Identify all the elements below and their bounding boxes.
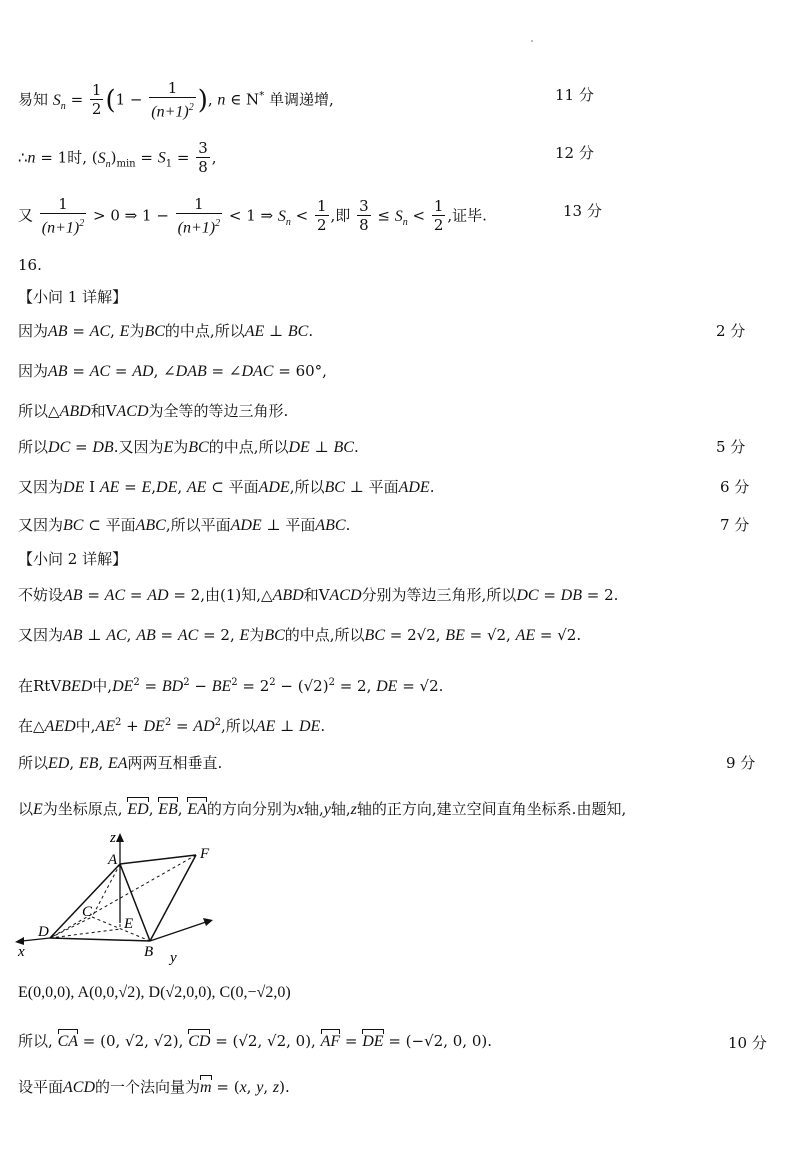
step-13: 所以, CA = (0, √2, √2), CD = (√2, √2, 0), AF = DE = (−√2, 0, 0). bbox=[18, 1030, 492, 1053]
score-9: 9 分 bbox=[726, 754, 756, 772]
label-D: D bbox=[38, 924, 49, 940]
scan-dot bbox=[531, 40, 533, 42]
score-10: 10 分 bbox=[728, 1034, 767, 1052]
step-4: 所以DC = DB.又因为E为BC的中点,所以DE ⊥ BC. bbox=[18, 438, 359, 456]
label-E: E bbox=[124, 916, 134, 932]
step-2: 因为AB = AC = AD, ∠DAB = ∠DAC = 60°, bbox=[18, 362, 327, 380]
step-11: 所以ED, EB, EA两两互相垂直. bbox=[18, 754, 223, 772]
y-arrow bbox=[203, 918, 213, 926]
label-y: y bbox=[170, 950, 177, 966]
score-5: 5 分 bbox=[716, 438, 746, 456]
section-heading-1: 【小问 1 详解】 bbox=[18, 288, 128, 306]
edge-AF bbox=[120, 855, 196, 864]
step-7: 不妨设AB = AC = AD = 2,由(1)知,△ABD和VACD分别为等边三角形,所以DC = DB = 2. bbox=[18, 586, 619, 604]
step-14: 设平面ACD的一个法向量为m = (x, y, z). bbox=[18, 1076, 290, 1099]
step-8: 又因为AB ⊥ AC, AB = AC = 2, E为BC的中点,所以BC = 2√2, BE = √2, AE = √2. bbox=[18, 626, 582, 644]
line-sn-bound: 又 $\frac{1}{(n+1)^2}$ > 0 ⇒ 1 − $\frac{1}{(n+1)^2}$ < 1 ⇒ $S_n$ < $\frac{1}{2}$ ,即 $\frac{3}{8}$ ≤ $S_n$ < $\frac{1}{2}$ ,证毕. bbox=[18, 195, 487, 237]
problem-number: 16. bbox=[18, 256, 42, 274]
step-3: 所以△ABD和VACD为全等的等边三角形. bbox=[18, 402, 289, 420]
edge-AC bbox=[92, 864, 120, 917]
label-B: B bbox=[144, 944, 154, 960]
label-z: z bbox=[110, 830, 116, 846]
label-A: A bbox=[108, 852, 118, 868]
step-12: 以E为坐标原点, ED, EB, EA的方向分别为x轴,y轴,z轴的正方向,建立空间直角坐标系.由题知, bbox=[18, 798, 626, 821]
score-12: 12 分 bbox=[555, 144, 594, 162]
step-5: 又因为DE I AE = E,DE, AE ⊂ 平面ADE,所以BC ⊥ 平面ADE. bbox=[18, 478, 435, 496]
edge-DC bbox=[50, 917, 92, 938]
step-6: 又因为BC ⊂ 平面ABC,所以平面ADE ⊥ 平面ABC. bbox=[18, 516, 351, 534]
line-sn-min: ∴n = 1时, $(S_n)_{min} = S_1$ = $\frac{3}{8}$ , bbox=[18, 139, 217, 176]
label-F: F bbox=[200, 846, 210, 862]
edge-AD bbox=[50, 864, 120, 938]
label-x: x bbox=[18, 944, 25, 960]
step-9: 在RtVBED中$,DE^2 = BD^2 - BE^2 = 2^2 - (√2)^2 = 2$, DE = √2. bbox=[18, 677, 444, 695]
label-C: C bbox=[82, 904, 93, 920]
step-10: 在△AED中$,AE^2 + DE^2 = AD^2$,所以AE ⊥ DE. bbox=[18, 717, 326, 735]
score-11: 11 分 bbox=[555, 86, 594, 104]
coordinate-figure bbox=[10, 828, 250, 968]
score-13: 13 分 bbox=[563, 202, 602, 220]
section-heading-2: 【小问 2 详解】 bbox=[18, 550, 128, 568]
step-1: 因为AB = AC, E为BC的中点,所以AE ⊥ BC. bbox=[18, 322, 314, 340]
score-2: 2 分 bbox=[716, 322, 746, 340]
score-7: 7 分 bbox=[720, 516, 750, 534]
score-6: 6 分 bbox=[720, 478, 750, 496]
z-arrow bbox=[116, 833, 124, 842]
edge-DB bbox=[50, 938, 150, 941]
coords-line: E(0,0,0), A(0,0,√2), D(√2,0,0), C(0,−√2,0) bbox=[18, 984, 291, 1001]
line-sn-monotonic: 易知 $S_n$ = $\frac{1}{2}$ (1 − $\frac{1}{(n+1)^2}$ ), n ∈ N* 单调递增, bbox=[18, 79, 334, 121]
edge-DE bbox=[50, 929, 120, 938]
